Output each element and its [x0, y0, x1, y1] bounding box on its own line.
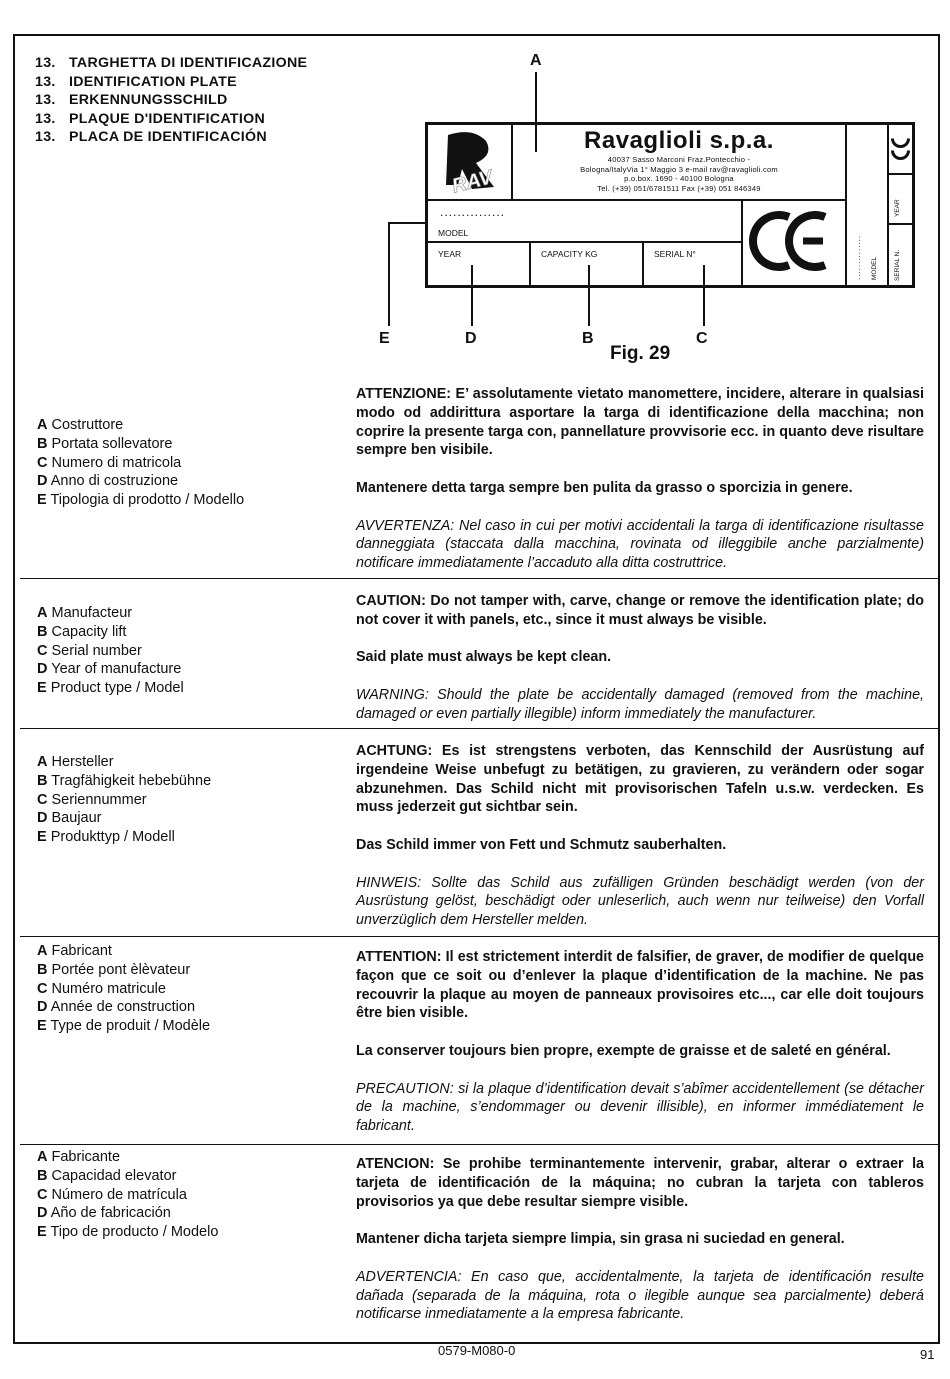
- legend-item: D Year of manufacture: [37, 661, 182, 678]
- heading-es: 13. PLACA DE IDENTIFICACIÓN: [35, 129, 267, 146]
- notice-text: [356, 948, 924, 1155]
- model-label: MODEL: [438, 228, 469, 238]
- warning-paragraph: ATTENTION: Il est strictement interdit de falsifier, de graver, de modifier de quelque façon que ce soit ou d’enlever la plaque d’identification de la machine. Ne pas recouvrir la plaque au moyen de panneaux provisoires etc..., car elle doit toujours être bien visible.: [356, 949, 924, 1022]
- legend-item: D Anno di costruzione: [37, 473, 179, 490]
- side-dots: ..............: [853, 234, 862, 280]
- company-block: [513, 125, 845, 201]
- section-german: [20, 728, 938, 937]
- cleaning-paragraph: Mantenere detta targa sempre ben pulita da grasso o sporcizia in genere.: [356, 479, 853, 496]
- notice-text: [356, 592, 924, 742]
- warning-paragraph: ATENCION: Se prohibe terminantemente intervenir, grabar, alterar o extraer la tarjeta de identificación de la máquina; no cubran la tarjeta con tableros provisorios ya que debe resultar siempre visible.: [356, 1156, 924, 1210]
- heading-en: 13. IDENTIFICATION PLATE: [35, 73, 237, 90]
- notice-text: [356, 385, 924, 592]
- ce-mark-icon: [743, 201, 843, 281]
- side-model-label: MODEL: [871, 256, 878, 280]
- legend-item: C Numéro matricule: [37, 980, 166, 997]
- heading-fr: 13. PLAQUE D'IDENTIFICATION: [35, 110, 266, 127]
- year-field: [428, 243, 531, 286]
- warning-paragraph: ACHTUNG: Es ist strengstens verboten, das Kennschild der Ausrüstung auf irgendeine Weise unbefugt zu betätigen, zu gravieren, zu verändern oder sogar abzunehmen. Das Schild nicht mit provisorischen Tafeln u.s.w. verdecken. Es muss jederzeit gut sichtbar sein.: [356, 743, 924, 816]
- year-label: YEAR: [438, 249, 462, 259]
- legend-item: A Costruttore: [37, 417, 124, 433]
- page-number: 91: [920, 1347, 935, 1362]
- section-english: [20, 578, 938, 729]
- side-serial-label: SERIAL N.: [894, 249, 901, 281]
- legend-item: E Tipologia di prodotto / Modello: [37, 492, 245, 509]
- warning-paragraph: ATTENZIONE: E’ assolutamente vietato manomettere, incidere, alterare in qualsiasi modo od addirittura asportare la targa di identificazione della macchina; non coprire la presente targa con, pannellature provvisorie ecc. in quanto deve risultare sempre ben visibile.: [356, 386, 924, 459]
- address-line-2: Bologna/ItalyVia 1° Maggio 3 e-mail rav@ravaglioli.com: [580, 164, 778, 174]
- serial-field: [644, 243, 741, 286]
- legend-item: C Número de matrícula: [37, 1186, 187, 1203]
- callout-b: B: [582, 330, 594, 347]
- legend-list: [37, 604, 184, 698]
- legend-item: A Hersteller: [37, 754, 114, 770]
- legend-item: B Tragfähigkeit hebebühne: [37, 772, 212, 789]
- warning-paragraph: CAUTION: Do not tamper with, carve, change or remove the identification plate; do not cover it with panels, etc., since it must always be visible.: [356, 593, 924, 628]
- side-serial-box: [889, 223, 912, 283]
- rav-logo-icon: [428, 125, 511, 199]
- callout-e-line-v: [388, 222, 390, 326]
- rav-logo: [428, 125, 513, 201]
- legend-item: A Fabricant: [37, 943, 112, 959]
- section-italian: [20, 378, 938, 578]
- legend-item: A Fabricante: [37, 1149, 121, 1165]
- model-field: [428, 201, 741, 243]
- legend-item: E Product type / Model: [37, 680, 184, 697]
- document-code: 0579-M080-0: [438, 1343, 516, 1358]
- legend-list: [37, 942, 210, 1036]
- small-ce-box: [889, 125, 912, 175]
- cleaning-paragraph: Said plate must always be kept clean.: [356, 649, 612, 666]
- note-paragraph: AVVERTENZA: Nel caso in cui per motivi accidentali la targa di identificazione risultasse danneggiata (staccata dalla macchina, rovinata od illeggibile anche parzialmente) notificare immediatamente l’accaduto alla ditta costruttrice.: [356, 517, 924, 572]
- side-ce-column: [887, 125, 912, 286]
- legend-item: C Seriennummer: [37, 791, 147, 808]
- legend-item: C Numero di matricola: [37, 454, 182, 471]
- legend-list: [37, 416, 244, 510]
- legend-list: [37, 753, 211, 847]
- serial-label: SERIAL N°: [654, 249, 696, 259]
- address-line-3: p.o.box. 1690 - 40100 Bologna: [624, 174, 734, 184]
- heading-it: 13. TARGHETTA DI IDENTIFICAZIONE: [35, 55, 308, 71]
- cleaning-paragraph: Das Schild immer von Fett und Schmutz sauberhalten.: [356, 836, 727, 853]
- callout-a: A: [530, 52, 542, 69]
- small-ce-icon: [889, 125, 912, 171]
- notice-text: [356, 1155, 924, 1343]
- side-year-label: YEAR: [894, 199, 901, 217]
- legend-list: [37, 1148, 218, 1242]
- capacity-label: CAPACITY KG: [541, 249, 598, 259]
- notice-text: [356, 742, 924, 949]
- svg-text:RAV: RAV: [449, 166, 495, 198]
- legend-item: D Année de construction: [37, 999, 196, 1016]
- section-french: [20, 936, 938, 1145]
- address-line-1: 40037 Sasso Marconi Fraz.Pontecchio -: [607, 155, 751, 164]
- legend-item: E Type de produit / Modèle: [37, 1018, 211, 1035]
- legend-item: A Manufacteur: [37, 605, 133, 621]
- cleaning-paragraph: Mantener dicha tarjeta siempre limpia, sin grasa ni suciedad en general.: [356, 1231, 845, 1248]
- callout-b-line: [588, 265, 590, 326]
- legend-item: E Produkttyp / Modell: [37, 829, 175, 846]
- legend-item: D Baujaur: [37, 810, 102, 827]
- figure-caption: Fig. 29: [610, 343, 671, 364]
- side-year-box: [889, 173, 912, 225]
- cleaning-paragraph: La conserver toujours bien propre, exempte de graisse et de saleté en général.: [356, 1042, 891, 1059]
- callout-c-line: [703, 265, 705, 326]
- legend-item: E Tipo de producto / Modelo: [37, 1224, 219, 1241]
- callout-d-line: [471, 265, 473, 326]
- legend-item: B Portata sollevatore: [37, 435, 173, 452]
- side-model-column: [845, 125, 887, 286]
- note-paragraph: WARNING: Should the plate be accidentally damaged (removed from the machine, damaged or even partially illegible) inform immediately the manufacturer.: [356, 686, 924, 722]
- note-paragraph: PRECAUTION: si la plaque d’identification devait s’abîmer accidentellement (se détacher de la machine, s’endommager ou devenir illisible), en informer immédiatement le fabricant.: [356, 1080, 924, 1135]
- note-paragraph: ADVERTENCIA: En caso que, accidentalmente, la tarjeta de identificación resulte dañada (separada de la máquina, rota o ilegible aunque sea parcialmente) deberá notificarse inmediatamente a la empresa fabricante.: [356, 1268, 924, 1323]
- legend-item: B Portée pont èlèvateur: [37, 961, 191, 978]
- legend-item: C Serial number: [37, 642, 142, 659]
- section-headings: [35, 54, 307, 147]
- callout-d: D: [465, 330, 477, 347]
- heading-de: 13. ERKENNUNGSSCHILD: [35, 92, 228, 109]
- model-dots: ...............: [440, 205, 506, 219]
- legend-item: B Capacity lift: [37, 623, 127, 640]
- address-line-4: Tel. (+39) 051/6781511 Fax (+39) 051 846349: [597, 183, 761, 193]
- legend-item: B Capacidad elevator: [37, 1167, 177, 1184]
- company-name: Ravaglioli s.p.a.: [584, 127, 774, 154]
- callout-e: E: [379, 330, 390, 347]
- identification-plate: [425, 122, 915, 288]
- ce-mark: [741, 201, 845, 286]
- identification-plate-figure: [370, 50, 930, 370]
- note-paragraph: HINWEIS: Sollte das Schild aus zufälligen Gründen beschädigt werden (von der Ausrüstung gelöst, beschädigt oder unleserlich, auch wenn nur teilweise) den Vorfall unverzüglich dem Hersteller melden.: [356, 874, 924, 929]
- section-spanish: [20, 1144, 938, 1335]
- callout-e-line-h: [388, 222, 428, 224]
- callout-c: C: [696, 330, 708, 347]
- legend-item: D Año de fabricación: [37, 1205, 171, 1222]
